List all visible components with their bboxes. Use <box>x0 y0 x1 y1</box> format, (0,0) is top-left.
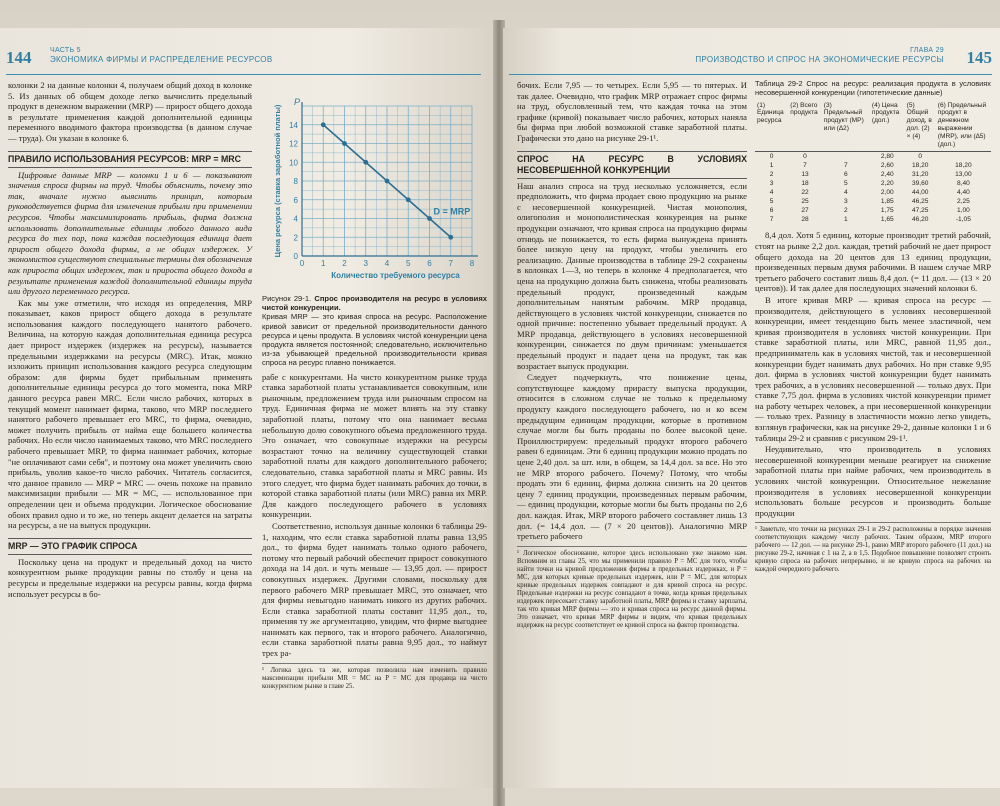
table-cell: 3 <box>769 179 774 187</box>
data-point <box>321 122 326 127</box>
table-cell: 44,00 <box>911 188 929 196</box>
table-header-cell: (1) Единица ресурса <box>755 102 788 152</box>
table-cell <box>822 152 870 162</box>
table-cell: 3 <box>843 197 848 205</box>
paragraph: Цифровые данные MRP — колонки 1 и 6 — показывают значения спроса фирмы на труд. Чтобы объяснить, почему это так, вначале нужно выяснить принцип, которым руководствуется фирма для извлечения прибыли при применении ресурсов. Чтобы максимизировать прибыль, фирма должна использовать дополнительные единицы любого данного вида ресурса до тех пор, пока каждая последующая единица дает прирост общего дохода фирмы, а не общих издержек. У экономистов существуют специальные термины для обозначения как прироста общих издержек, так и прироста общего дохода в результате применения каждой дополнительной единицы труда или другого переменного ресурса. <box>8 169 252 297</box>
table-cell: 2,25 <box>956 197 970 205</box>
paragraph: 8,4 дол. Хотя 5 единиц, которые производит третий рабочий, стоят на рынке 2,2 дол. каждая, третий рабочий не дает прирост общего дохода на 20 центов для 13 единиц продукции, произведенных первым двумя рабочими. В нашем случае MRP третьего рабочего составит лишь 8,4 дол. (= 11 дол. — (13 × 20 центов)). И так далее для последующих значений колонки 6. <box>755 230 991 294</box>
table-cell: 6 <box>843 170 848 178</box>
left-column-2 <box>262 294 487 691</box>
mrp-chart-svg <box>262 96 487 291</box>
y-tick-label: 4 <box>293 214 298 224</box>
table-cell: 5 <box>769 197 774 205</box>
table-header-cell: (4) Цена продукта (дол.) <box>870 102 905 152</box>
section-heading: СПРОС НА РЕСУРС В УСЛОВИЯХ НЕСОВЕРШЕННОЙ КОНКУРЕНЦИИ <box>517 151 747 179</box>
x-tick-label: 7 <box>448 259 453 268</box>
table-cell: 46,25 <box>911 197 929 205</box>
table-cell: 7 <box>803 161 807 169</box>
table-cell: 0 <box>918 152 923 160</box>
table-cell: 18,20 <box>955 161 972 169</box>
x-tick-label: 8 <box>469 259 475 268</box>
left-page <box>0 28 495 788</box>
table-row <box>755 197 991 206</box>
page-number-left: 144 <box>6 48 32 67</box>
part-title <box>50 46 272 64</box>
page-number-right: 145 <box>966 48 992 67</box>
table-header-cell: (3) Предельный продукт (MP) или (∆2) <box>822 102 870 152</box>
table-cell: 31,20 <box>911 170 929 178</box>
table-row <box>755 179 991 188</box>
paragraph: Как мы уже отметили, что исходя из определения, MRP показывает, каков прирост общего дохода в результате использования каждого последующего нанятого рабочего. Величина, на которую каждая дополнительная единица ресурса дает прирост издержек (издержек на ресурсы), называется предельными издержками на ресурсы (MRC). Итак, можно изложить принцип использования каждого ресурса следующим образом: для фирмы будет прибыльным применять дополнительные единицы ресурса до того момента, пока MRP данного ресурса равен MRC. Если число рабочих, которых в текущий момент нанимает фирма, таково, что MRP последнего нанятого рабочего превышает его MRC, то фирма, очевидно, может получить прибыль от найма еще большего количества рабочих. Но если число нанимаемых таково, что MRC последнего рабочего превышает MRP, то фирма нанимает рабочих, которые "не оплачивают сами себя", и поэтому она может увеличить свою прибыль, уволив какое-то число рабочих. Читатель согласится, что данное правило — MRP = MRC — очень похоже на правило максимизации прибыли — MR = MC, — использованное при определении цен и объема продукции. Логическое обоснование обоих правил одно и то же, но теперь акцент делается на затраты на ресурсы, а не на выпуск продукции. <box>8 297 252 531</box>
table-title: Таблица 29-2 Спрос на ресурс: реализация продукта в условиях несовершенной конкуренции (гипотетические данные) <box>755 79 991 97</box>
chapter-title <box>695 46 944 64</box>
footnote: ¹ Логика здесь та же, которая позволила нам изменить правило максимизации прибыли MR = MC на P = MC для продавца на чисто конкурентном рынке в главе 25. <box>262 663 487 691</box>
table-cell: 2,40 <box>880 170 894 178</box>
section-heading: ПРАВИЛО ИСПОЛЬЗОВАНИЯ РЕСУРСОВ: MRP = MRC <box>8 151 252 168</box>
data-point <box>363 160 368 165</box>
paragraph: Следует подчеркнуть, что понижение цены, сопутствующее каждому прирасту выпуска продукции, относится в сложном случае не только к предельному продукту каждого последующего рабочего, но и ко всем предыдущим единицам продукции, которые в противном случае могли бы быть проданы по более высокой цене. Проиллюстрируем: предельный продукт второго рабочего равен 6 единицам. Эти 6 единиц продукции можно продать по цене 2,40 дол. за шт. или, в общем, за 14,4 дол. за все. Но это не MRP второго рабочего. Почему? Потому, что чтобы продать эти 6 единиц, фирма должна снизить на 20 центов цену 7 единиц продукции, произведенных первым рабочим, — единиц продукции, которые могли бы быть проданы по 2,6 дол. каждая. Итак, MRP второго рабочего составляет лишь 13 дол. (= 14,4 дол. — (7 × 20 центов)). Аналогично MRP третьего рабочего <box>517 372 747 542</box>
table-cell: 2,20 <box>880 179 894 187</box>
left-page-header <box>6 42 481 75</box>
y-tick-label: 8 <box>293 177 298 186</box>
table-cell: 4,40 <box>956 188 970 196</box>
y-axis-marker: P <box>293 97 300 107</box>
table-row <box>755 170 991 179</box>
left-column-1 <box>8 80 252 600</box>
table-cell: 6 <box>769 206 774 214</box>
data-point <box>427 216 432 221</box>
y-tick-label: 12 <box>289 139 298 149</box>
x-tick-label: 0 <box>299 259 305 268</box>
series-label: D = MRP <box>433 206 471 217</box>
table-cell: 27 <box>801 206 809 214</box>
paragraph: Соответственно, используя данные колонки 6 таблицы 29-1, находим, что если ставка заработной платы равна 13,95 дол., то фирма будет нанимать только одного рабочего, потому что первый рабочий обеспечит прирост совокупного дохода на 14 дол. и чуть меньше — 13,95 дол. — прирост совокупных издержек. Другими словами, поскольку для первого рабочего MRP превышает MRC, это означает, что для фирмы невыгодно нанимать никого из других рабочих. Если ставка заработной платы составит 11,95 дол., то, применяя ту же аргументацию, увидим, что фирме выгоднее нанимать как первого, так и второго рабочего. Аналогично, если ставка заработной платы равна 9,95 дол., то наймут трех ра- <box>262 520 487 659</box>
x-tick-label: 2 <box>342 259 347 268</box>
table-cell: 1 <box>843 215 848 223</box>
data-point <box>448 235 453 240</box>
table-cell: 47,25 <box>911 206 929 214</box>
table-cell: 2,60 <box>880 161 894 169</box>
table-cell: 0 <box>803 152 807 160</box>
table-cell: 1,85 <box>880 197 894 205</box>
table-cell: 4 <box>769 188 774 196</box>
part-line-2: ЭКОНОМИКА ФИРМЫ И РАСПРЕДЕЛЕНИЕ РЕСУРСОВ <box>50 55 273 64</box>
y-tick-label: 0 <box>293 252 298 261</box>
table-row <box>755 161 991 170</box>
table-cell: 39,60 <box>911 179 929 187</box>
table-cell: 28 <box>801 215 809 223</box>
table-header-cell: (6) Предельный продукт в денежном выражении (MRP), или (∆5) (дол.) <box>936 102 991 152</box>
table-cell: 2,80 <box>880 152 894 160</box>
table-row <box>755 215 991 224</box>
data-point <box>385 179 390 184</box>
table-cell: 5 <box>843 179 848 187</box>
table-cell: 2,00 <box>880 188 894 196</box>
table-header-cell: (2) Всего продукта <box>788 102 822 152</box>
footnote: ¹ Логическое обоснование, которое здесь использовано уже знакомо нам. Вспомним из главы 25, что мы применили правило P = MC для того, чтобы найти точки на кривой предложения фирмы в предельных издержках, и P = MC, для которых кривые предельных издержек, или P = MC, для которых кривые предельных издержек совпадают и для кривой спроса на ресурс. Предельные издержки на ресурс совпадают в точке, когда кривая предельных издержек пересекает ставку заработной платы, MRP фирмы и ставку зарплаты, так что кривая MRP фирмы — это и кривая спроса на ресурс данной фирмы. Это означает, что кривая MRP фирмы и видим, что кривая предельных издержек на ресурс соответствует ее кривой спроса на фактор производства. <box>517 546 747 630</box>
data-point <box>406 197 411 202</box>
right-page <box>503 28 1000 788</box>
y-tick-label: 14 <box>289 120 298 130</box>
right-page-header <box>509 42 992 75</box>
table-cell <box>936 152 991 162</box>
table-cell: 13,00 <box>955 170 972 178</box>
figure-caption-label: Рисунок 29-1. <box>262 294 312 303</box>
section-heading: MRP — ЭТО ГРАФИК СПРОСА <box>8 538 252 555</box>
table-cell: 22 <box>801 188 809 196</box>
chapter-line-1: ГЛАВА 29 <box>910 47 944 54</box>
y-axis-label: Цена ресурса (ставка заработной платы) <box>273 104 282 258</box>
footnote: ¹ Заметьте, что точки на рисунках 29-1 и 29-2 расположены в порядке значения соответствующих каждому числу рабочих. Таким образом, MRP второго рабочего — 12 дол. — на рисунке 29-1, равно MRP второго рабочего (11 дол.) на рисунке 29-2, начиная с 1 на 2, а в 1,5. Подобное повышение позволяет строить кривую спроса на рабочих непрерывно, и не кривую спроса на рабочих на каждой очередного рабочего. <box>755 522 991 574</box>
table-cell: 8,40 <box>956 179 970 187</box>
table-cell: 4 <box>843 188 848 196</box>
table-cell: -1,05 <box>955 215 971 223</box>
paragraph: рабе с конкурентами. На чисто конкурентном рынке труда ставка заработной платы устанавливается совокупным, или рыночным, предложением труда или рыночным спросом на труд. Единичная фирма не может влиять на эту ставку заработной платы, потому что она нанимает весьма небольшую долю совокупного объема предложенного труда. Это означает, что совокупные издержки на ресурсы возрастают точно на величину существующей ставки заработной платы для каждого дополнительного рабочего; следовательно, ставка заработной платы и MRC равны. Из этого следует, что фирма будет нанимать рабочих до точки, в которой ставка заработной платы (или MRC) равна их MRP. Для каждого последующего рабочего в условиях конкуренции. <box>262 371 487 520</box>
table-row <box>755 188 991 197</box>
paragraph: Поскольку цена на продукт и предельный доход на чисто конкурентном рынке продукции равны по столбу и цена на ресурсы и предельные издержки на ресурсы равны, когда фирма использует ресурсы в бо- <box>8 556 252 599</box>
data-point <box>342 141 347 146</box>
table-cell: 13 <box>801 170 809 178</box>
table-cell: 25 <box>801 197 809 205</box>
y-tick-label: 6 <box>293 195 298 205</box>
table-row <box>755 206 991 215</box>
paragraph: Наш анализ спроса на труд несколько усложняется, если предположить, что фирма продает свою продукцию на рынке с несовершенной конкуренцией. Чистая монополия, олигополия и монополистическая конкуренция на рынке продукции означают, что кривая спроса на продукцию фирмы отнюдь не понижается, то есть фирма вынуждена принять более низкую цену на продукт, чтобы увеличить его реализацию. Данные производства в таблице 29-2 сохранены в колонках 1—3, но теперь в колонке 4 предполагается, что цена на продукцию должна быть снижена, чтобы реализовать предельный продукт, произведенный каждым дополнительным нанятым рабочим. MRP продавца, действующего в условиях чистой конкуренции, снижается по одной причине: постепенно убывает предельный продукт. А MRP продавца, действующего в условиях несовершенной конкуренции, снижается по двум причинам: уменьшается предельный продукт и падает цена на продукт, так как возрастает выпуск продукции. <box>517 180 747 371</box>
right-column-1 <box>517 80 747 630</box>
paragraph: В итоге кривая MRP — кривая спроса на ресурс — производителя, действующего в условиях несовершенной конкуренции, имеет тенденцию быть менее эластичной, чем кривая производителя в условиях чистой конкуренции. При ставке заработной платы, или MRC, равной 11,95 дол., предприниматель как в условиях чистой, так и несовершенной конкуренции будет нанимать двух рабочих. Но при ставке 9,95 дол. фирма в условиях чистой конкуренции будет нанимать трех рабочих, а в условиях несовершенной — только двух. При ставке 7,75 дол. фирма в условиях чистой конкуренции примет на работу четырех человек, а при несовершенной конкуренции — только трех. Разницу в эластичности можно легко увидеть, взглянув графически, как на рисунке 29-2, данные колонки 1 и 6 таблицы 29-2 и сравнив с рисунком 29-1¹. <box>755 294 991 443</box>
figure-caption-title: Спрос производителя на ресурс в условиях чистой конкуренции. <box>262 294 487 313</box>
table-cell: 7 <box>769 215 774 223</box>
table-cell: 2 <box>769 170 774 178</box>
table-header-row <box>755 102 991 152</box>
x-tick-label: 4 <box>384 259 390 268</box>
table-cell: 18,20 <box>911 161 929 169</box>
paragraph: Неудивительно, что производитель в условиях несовершенной конкуренции меньше реагирует на снижение заработной платы при найме рабочих, чем производитель в условиях чистой конкуренции. Относительное нежелание производителя в условиях несовершенной конкуренции использовать больше ресурсов и производить больше продукции <box>755 444 991 518</box>
paragraph: колонки 2 на данные колонки 4, получаем общий доход в колонке 5. Из данных об общем доходе легко вычислить предельный продукт в денежном выражении (MRP) — прирост общего дохода в результате применения каждой дополнительной единицы переменного вводимого фактора производства (в данном случае — труда). Он указан в колонке 6. <box>8 80 252 143</box>
table-cell: 18 <box>801 179 809 187</box>
paragraph: бочих. Если 7,95 — то четырех. Если 5,95 — то пятерых. И так далее. Очевидно, что график MRP отражает спрос фирмы на труд, обусловленный тем, что каждая точка на этом графике (кривой) показывает число рабочих, которых наняла бы фирма при любой возможной ставке заработной платы. Графически это дано на рисунке 29-1¹. <box>517 80 747 143</box>
figure-caption <box>262 294 487 368</box>
y-tick-label: 2 <box>293 233 298 243</box>
x-tick-label: 6 <box>427 259 432 268</box>
chapter-line-2: ПРОИЗВОДСТВО И СПРОС НА ЭКОНОМИЧЕСКИЕ РЕСУРСЫ <box>695 55 944 64</box>
table-cell: 1,00 <box>956 206 970 214</box>
figure-caption-text: Кривая MRP — это кривая спроса на ресурс. Расположение кривой зависит от предельной производительности данного ресурса и цены продукта. В условиях чистой конкуренции цена продукта является постоянной; следовательно, исключительно из-за убывающей предельной производительности кривая спроса на ресурс плавно понижается. <box>262 312 487 368</box>
table-cell: 7 <box>843 161 848 169</box>
figure-29-1-chart <box>262 96 487 291</box>
table-header-cell: (5) Общий доход, в дол. (2) × (4) <box>905 102 936 152</box>
table-cell: 2 <box>843 206 848 214</box>
part-line-1: ЧАСТЬ 5 <box>50 47 81 54</box>
x-tick-label: 3 <box>363 259 368 268</box>
table-cell: 0 <box>769 152 774 160</box>
x-tick-label: 5 <box>406 259 411 268</box>
table-cell: 1 <box>769 161 774 169</box>
table-cell: 1,75 <box>880 206 894 214</box>
x-tick-label: 1 <box>321 259 326 268</box>
y-tick-label: 10 <box>289 158 298 168</box>
right-column-2 <box>755 80 991 574</box>
table-29-2 <box>755 102 991 225</box>
table-cell: 1,65 <box>880 215 894 223</box>
table-cell: 46,20 <box>911 215 929 223</box>
table-row <box>755 152 991 162</box>
x-axis-label: Количество требуемого ресурса <box>331 271 460 280</box>
